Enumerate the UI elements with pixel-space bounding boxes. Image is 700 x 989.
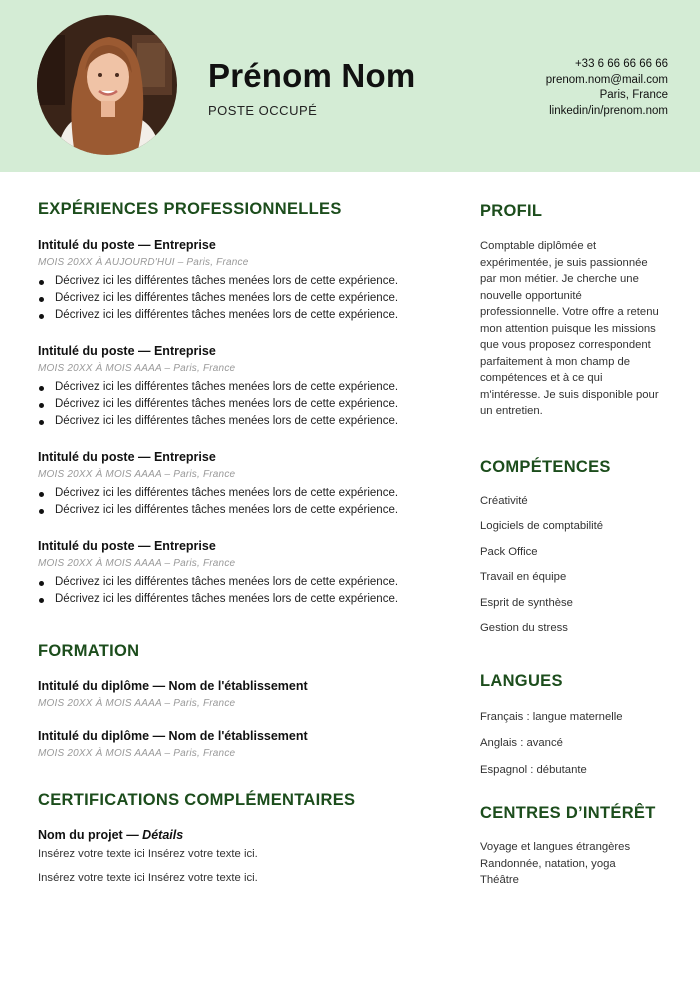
experience-meta: MOIS 20XX À MOIS AAAA – Paris, France (38, 558, 236, 569)
profile-line: par mon métier. Je cherche une (480, 273, 639, 285)
experience-meta: MOIS 20XX À MOIS AAAA – Paris, France (38, 469, 236, 480)
task-item: Décrivez ici les différentes tâches menées lors de cette expérience. (38, 413, 438, 430)
language-item: Anglais : avancé (480, 737, 563, 749)
education-item (38, 679, 438, 709)
languages-list (480, 709, 672, 789)
skill-item: Travail en équipe (480, 571, 567, 583)
language-item: Français : langue maternelle (480, 710, 623, 723)
left-column (38, 200, 438, 886)
resume-header (0, 0, 700, 172)
skill-item: Créativité (480, 494, 528, 507)
certification-text: Insérez votre texte ici Insérez votre texte ici. (38, 871, 258, 884)
profile-line: professionnelle. Votre offre a retenu (480, 306, 659, 318)
certifications-title: CERTIFICATIONS COMPLÉMENTAIRES (38, 791, 356, 809)
certification-text: Insérez votre texte ici Insérez votre texte ici. (38, 848, 258, 860)
task-item: Décrivez ici les différentes tâches menées lors de cette expérience. (38, 591, 438, 608)
education-meta: MOIS 20XX À MOIS AAAA – Paris, France (38, 748, 236, 759)
certification-project-details: Détails (142, 828, 184, 842)
profile-line: m'intéresse. Je suis disponible pour (480, 388, 659, 401)
task-item: Décrivez ici les différentes tâches menées lors de cette expérience. (38, 290, 438, 307)
profile-line: parfaitement à mon champ de (480, 355, 631, 368)
profile-line: expérimentée, je suis passionnée (480, 256, 648, 269)
candidate-name: Prénom Nom (208, 57, 416, 94)
profile-line: compétences et à ce qui (480, 372, 603, 384)
education-meta: MOIS 20XX À MOIS AAAA – Paris, France (38, 698, 236, 709)
experience-title: EXPÉRIENCES PROFESSIONNELLES (38, 200, 342, 218)
experience-meta: MOIS 20XX À MOIS AAAA – Paris, France (38, 363, 236, 374)
task-item: Décrivez ici les différentes tâches menées lors de cette expérience. (38, 273, 438, 290)
task-item: Décrivez ici les différentes tâches menées lors de cette expérience. (38, 307, 438, 324)
interest-item: Randonnée, natation, yoga (480, 857, 616, 870)
profile-line: un entretien. (480, 405, 543, 417)
skill-item: Esprit de synthèse (480, 596, 573, 609)
education-degree-title: Intitulé du diplôme — Nom de l'établissement (38, 679, 308, 693)
profile-title: PROFIL (480, 202, 543, 220)
experience-item (38, 238, 438, 324)
task-item: Décrivez ici les différentes tâches menées lors de cette expérience. (38, 574, 438, 591)
interests-title: CENTRES D’INTÉRÊT (480, 804, 656, 822)
experience-item (38, 344, 438, 430)
profile-photo (37, 15, 177, 155)
profile-line: mon attention puisque les missions (480, 322, 656, 335)
experience-meta: MOIS 20XX À AUJOURD'HUI – Paris, France (38, 257, 249, 268)
contact-info (546, 57, 668, 119)
experience-job-title: Intitulé du poste — Entreprise (38, 238, 216, 252)
language-item: Espagnol : débutante (480, 763, 587, 776)
email-address: prenom.nom@mail.com (545, 73, 668, 86)
experience-job-title: Intitulé du poste — Entreprise (38, 344, 216, 358)
education-item (38, 729, 438, 759)
right-column (480, 202, 672, 889)
task-item: Décrivez ici les différentes tâches menées lors de cette expérience. (38, 379, 438, 396)
skills-list (480, 493, 672, 646)
city: Paris, France (599, 89, 668, 101)
experience-job-title: Intitulé du poste — Entreprise (38, 539, 216, 553)
task-list (38, 574, 438, 608)
task-list (38, 273, 438, 324)
task-item: Décrivez ici les différentes tâches menées lors de cette expérience. (38, 396, 438, 413)
profile-line: Comptable diplômée et (480, 240, 597, 252)
experience-job-title: Intitulé du poste — Entreprise (38, 450, 216, 464)
interests-list (480, 839, 672, 889)
linkedin-url: linkedin/in/prenom.nom (549, 104, 668, 117)
profile-line: que vous proposez correspondent (480, 339, 651, 351)
task-item: Décrivez ici les différentes tâches menées lors de cette expérience. (38, 485, 438, 502)
profile-photo-image (37, 15, 177, 155)
skill-item: Pack Office (480, 545, 538, 558)
task-list (38, 485, 438, 519)
task-item: Décrivez ici les différentes tâches menées lors de cette expérience. (38, 502, 438, 519)
certification-item (38, 828, 438, 886)
skill-item: Gestion du stress (480, 622, 568, 634)
skill-item: Logiciels de comptabilité (480, 520, 604, 532)
profile-line: nouvelle opportunité (480, 289, 582, 302)
experience-item (38, 450, 438, 519)
languages-title: LANGUES (480, 671, 563, 690)
education-title: FORMATION (38, 642, 140, 660)
profile-text (480, 238, 672, 420)
job-position: POSTE OCCUPÉ (208, 103, 318, 118)
phone-number: +33 6 66 66 66 66 (574, 58, 668, 70)
certification-project (38, 828, 438, 842)
education-degree-title: Intitulé du diplôme — Nom de l'établissement (38, 729, 308, 743)
skills-title: COMPÉTENCES (480, 457, 611, 476)
task-list (38, 379, 438, 430)
certification-project-name: Nom du projet — (38, 828, 143, 842)
interest-item: Théâtre (480, 874, 519, 886)
experience-item (38, 539, 438, 608)
interest-item: Voyage et langues étrangères (480, 841, 631, 853)
